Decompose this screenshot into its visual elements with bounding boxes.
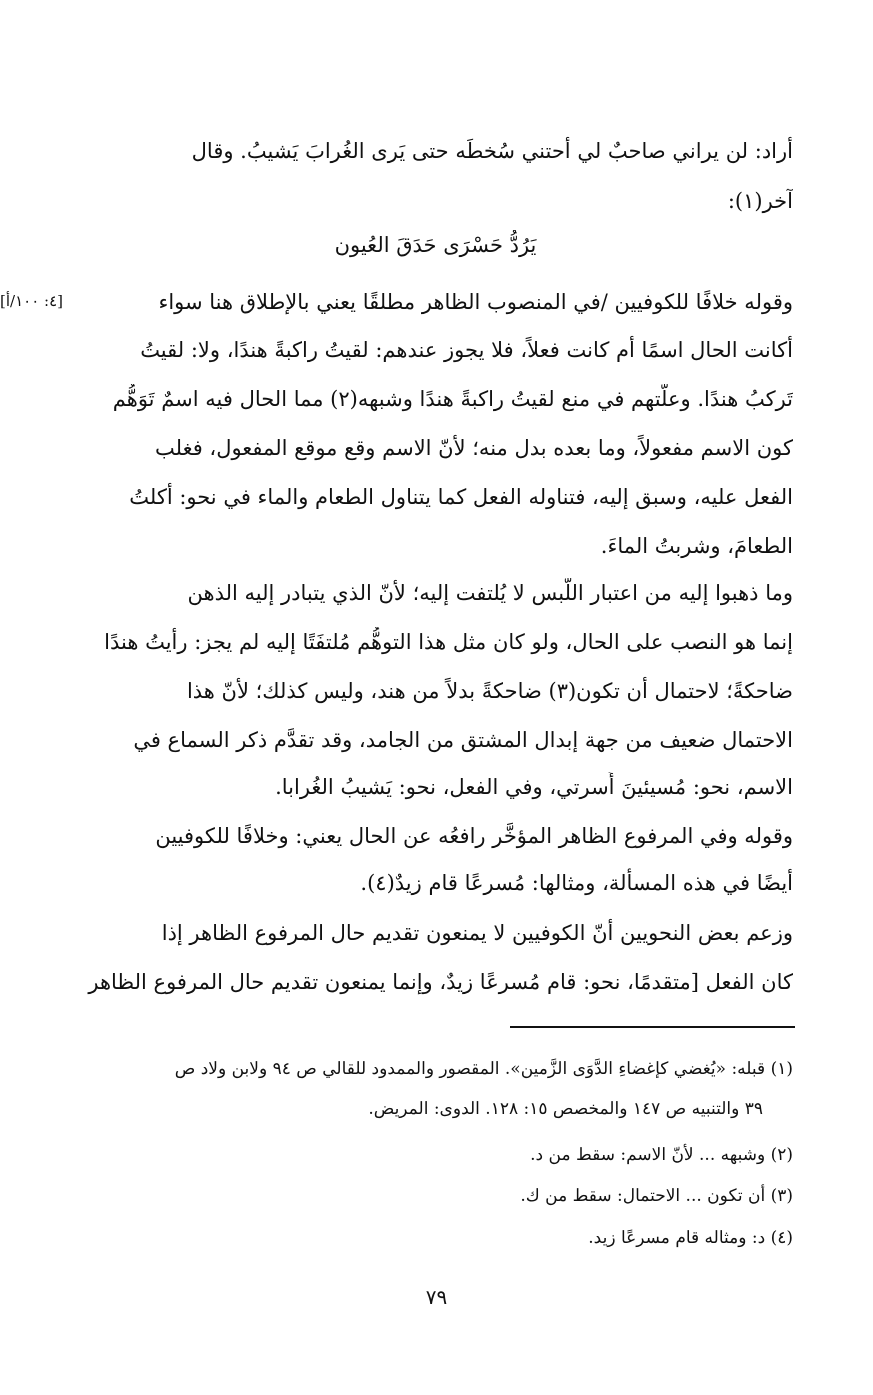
body-line-1: أراد: لن يراني صاحبٌ لي أحتني سُخطَه حتى يَرى الغُرابَ يَشيبُ. وقال bbox=[191, 139, 793, 163]
body-line-16: أيضًا في هذه المسألة، ومثالها: مُسرعًا قام زيدٌ(٤). bbox=[360, 871, 793, 895]
body-line-5: أكانت الحال اسمًا أم كانت فعلاً، فلا يجوز عندهم: لقيتُ راكبةً هندًا، ولا: لقيتُ bbox=[140, 338, 793, 362]
body-line-11: إنما هو النصب على الحال، ولو كان مثل هذا التوهُّم مُلتفَتًا إليه لم يجز: رأيتُ هندًا bbox=[104, 630, 793, 654]
body-line-12: ضاحكةً؛ لاحتمال أن تكون(٣) ضاحكةً بدلاً من هند، وليس كذلك؛ لأنّ هذا bbox=[186, 679, 793, 703]
footnote-1: (١) قبله: «يُغضي كإغضاءِ الدَّوَى الزَّمين». المقصور والممدود للقالي ص ٩٤ ولابن ولاد ص bbox=[174, 1059, 793, 1079]
footnote-separator bbox=[510, 1026, 795, 1028]
body-line-8: الفعل عليه، وسبق إليه، فتناوله الفعل كما يتناول الطعام والماء في نحو: أكلتُ bbox=[129, 485, 793, 509]
body-line-6: تَركبُ هندًا. وعلّتهم في منع لقيتُ راكبةً هندًا وشبهه(٢) مما الحال فيه اسمٌ تَوَهُّم bbox=[112, 387, 793, 411]
verse-line: يَرُدُّ حَسْرَى حَدَقَ العُيون bbox=[334, 233, 537, 257]
body-line-15: وقوله وفي المرفوع الظاهر المؤخَّر رافعُه عن الحال يعني: وخلافًا للكوفيين bbox=[155, 824, 793, 848]
footnote-4: (٤) د: ومثاله قام مسرعًا زيد. bbox=[588, 1228, 793, 1248]
body-line-9: الطعامَ، وشربتُ الماءَ. bbox=[600, 534, 793, 558]
body-line-13: الاحتمال ضعيف من جهة إبدال المشتق من الجامد، وقد تقدَّم ذكر السماع في bbox=[133, 728, 793, 752]
body-line-4: وقوله خلافًا للكوفيين /في المنصوب الظاهر مطلقًا يعني بالإطلاق هنا سواء bbox=[158, 290, 793, 314]
body-line-17: وزعم بعض النحويين أنّ الكوفيين لا يمنعون تقديم حال المرفوع الظاهر إذا bbox=[161, 921, 793, 945]
page-number: ٧٩ bbox=[425, 1285, 448, 1309]
footnote-2: (٢) وشبهه ... لأنّ الاسم: سقط من د. bbox=[530, 1145, 793, 1165]
body-line-18: كان الفعل [متقدمًا، نحو: قام مُسرعًا زيدٌ، وإنما يمنعون تقديم حال المرفوع الظاهر bbox=[88, 970, 793, 994]
body-line-2: آخر(١): bbox=[727, 189, 793, 213]
body-line-14: الاسم، نحو: مُسيئينَ أُسرتي، وفي الفعل، نحو: يَشيبُ الغُرابا. bbox=[275, 775, 793, 799]
footnote-1-continued: ٣٩ والتنبيه ص ١٤٧ والمخصص ١٥: ١٢٨. الدوى: المريض. bbox=[368, 1099, 763, 1119]
margin-note: [٤: ١٠٠/أ] bbox=[0, 292, 64, 310]
body-line-7: كون الاسم مفعولاً، وما بعده بدل منه؛ لأنّ الاسم وقع موقع المفعول، فغلب bbox=[155, 436, 793, 460]
body-line-10: وما ذهبوا إليه من اعتبار اللَّبس لا يُلتفت إليه؛ لأنّ الذي يتبادر إليه الذهن bbox=[187, 581, 793, 605]
footnote-3: (٣) أن تكون ... الاحتمال: سقط من ك. bbox=[520, 1186, 793, 1206]
